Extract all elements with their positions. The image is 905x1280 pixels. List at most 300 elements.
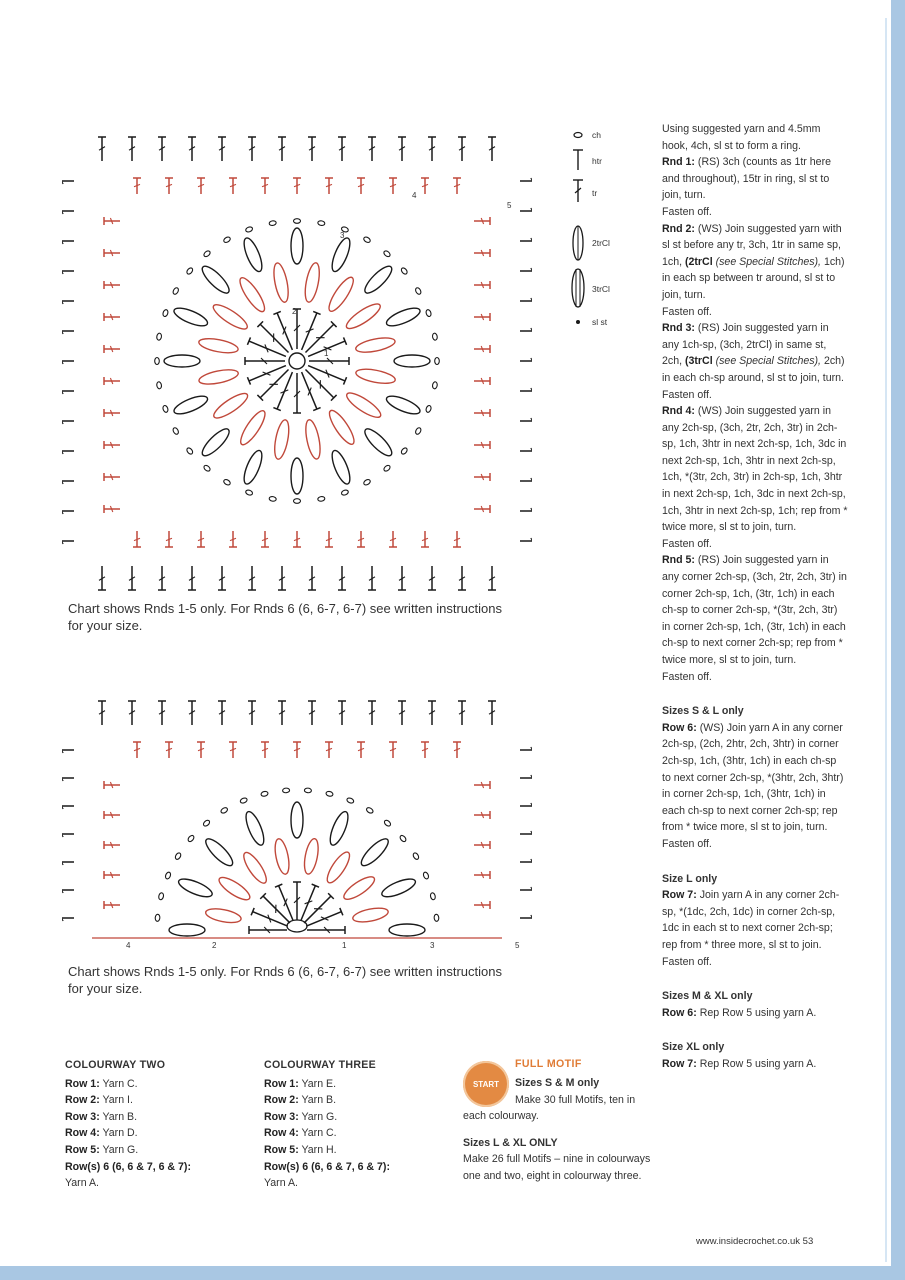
round-label: 3 (430, 941, 435, 950)
chain-ring (415, 287, 422, 295)
outer-petal (361, 425, 395, 459)
inner-post (104, 841, 120, 849)
rnd4-end: Fasten off. (662, 537, 712, 550)
inner-post (165, 742, 173, 758)
chain-ring (383, 819, 391, 827)
chain-ring (203, 250, 211, 258)
red-petal (236, 275, 268, 315)
round-label: 1 (342, 941, 347, 950)
outer-petal (291, 458, 303, 494)
outer-post (62, 914, 74, 922)
center-ring (287, 920, 307, 932)
chain-ring (162, 309, 169, 317)
inner-post (389, 178, 397, 194)
outer-post (62, 858, 74, 866)
outer-petal (169, 924, 205, 936)
inner-post (104, 377, 120, 385)
inner-post (325, 178, 333, 194)
cw3-row: Row 5: Yarn H. (264, 1143, 337, 1156)
inner-post (104, 811, 120, 819)
red-petal (216, 874, 253, 904)
center-spoke (305, 908, 343, 930)
inner-post (421, 742, 429, 758)
fm-sm-heading: Sizes S & M only (515, 1077, 600, 1089)
rnd4: Rnd 4: (WS) Join suggested yarn in any 2ch-sp, (3ch, 2tr, 2ch, 3tr) in 2ch-sp, 1ch, 3htr in next 2ch-sp, 1ch, 3dc in next 2ch-sp, 1ch, 3htr in next 2ch-sp, 1ch, *(3tr, 2ch, 3tr) in 2ch-sp, 1ch, 3htr in next 2ch-sp, 1ch, 3dc in next 2ch-sp, 1ch, 3htr in next 2ch-sp, 1ch; rep from * twice more, sl st to join, turn. (662, 405, 848, 534)
start-badge: START (463, 1061, 509, 1107)
inner-post (474, 345, 490, 353)
outer-petal (358, 835, 392, 869)
chain-ring (261, 791, 269, 797)
outer-post (308, 137, 316, 161)
chain-ring (412, 852, 420, 860)
inner-post (453, 742, 461, 758)
inner-post (474, 505, 490, 513)
center-spoke (307, 362, 347, 385)
inner-post (474, 281, 490, 289)
center-spoke (249, 926, 287, 934)
size-l-heading: Size L only (662, 872, 718, 885)
chain-ring (282, 788, 289, 793)
chain-ring (174, 852, 182, 860)
fm-lxl-heading: Sizes L & XL ONLY (463, 1136, 558, 1149)
outer-post (62, 237, 74, 245)
outer-post (428, 566, 436, 590)
inner-post (261, 178, 269, 194)
chain-ring (165, 871, 172, 879)
outer-petal (164, 355, 200, 367)
chain-ring (156, 381, 162, 389)
outer-post (62, 774, 74, 782)
size-xl-row: Row 7: Rep Row 5 using yarn A. (662, 1057, 817, 1070)
outer-post (218, 701, 226, 725)
red-petal (271, 262, 291, 304)
chain-ring (155, 914, 160, 921)
center-spoke (257, 321, 291, 355)
outer-post (520, 447, 532, 455)
chain-ring (432, 333, 438, 341)
center-ring (289, 353, 305, 369)
cw3-last-value: Yarn A. (264, 1177, 298, 1190)
full-motif-title: FULL MOTIF (515, 1058, 582, 1070)
outer-post (62, 327, 74, 335)
outer-post (338, 701, 346, 725)
htr-icon (573, 150, 583, 170)
chain-ring (363, 236, 371, 243)
inner-post (474, 249, 490, 257)
chain-ring (383, 250, 391, 258)
round-label: 1 (324, 349, 329, 358)
inner-post (133, 742, 141, 758)
chain-ring (156, 333, 162, 341)
rnd3-end: Fasten off. (662, 388, 712, 401)
chain-ring (346, 797, 354, 804)
inner-post (197, 178, 205, 194)
outer-post (520, 417, 532, 425)
outer-post (398, 137, 406, 161)
center-spoke (309, 357, 349, 365)
size-l-row: Row 7: Join yarn A in any corner 2ch-sp, *(1dc, 2ch, 1dc) in corner 2ch-sp, 1dc in each st to next corner 2ch-sp; rep from * three more, sl st to join. (662, 889, 840, 951)
size-l-end: Fasten off. (662, 955, 712, 968)
outer-post (188, 137, 196, 161)
outer-post (158, 701, 166, 725)
round-label: 2 (292, 307, 297, 316)
chain-ring (317, 220, 325, 226)
red-petal (303, 419, 323, 461)
chain-ring (223, 479, 231, 486)
chain-ring (172, 427, 179, 435)
outer-post (488, 566, 496, 590)
key-label-htr: htr (592, 156, 602, 166)
outer-petal (329, 236, 354, 274)
center-spoke (247, 362, 287, 385)
key-label-3trcl: 3trCl (592, 284, 610, 294)
inner-post (474, 409, 490, 417)
inner-post (165, 531, 173, 547)
chain-ring (269, 496, 277, 502)
chain-ring (341, 489, 349, 496)
inner-post (293, 531, 301, 547)
outer-post (62, 297, 74, 305)
red-petal (211, 390, 251, 422)
red-petal (198, 367, 240, 387)
stitch-key (566, 128, 636, 338)
outer-post (520, 914, 532, 922)
cw2-row: Row 1: Yarn C. (65, 1077, 138, 1090)
chain-ring (245, 489, 253, 496)
outer-post (520, 537, 532, 545)
inner-post (293, 742, 301, 758)
outer-post (458, 701, 466, 725)
outer-post (248, 137, 256, 161)
slst-icon (576, 320, 580, 324)
page-frame-inner (885, 18, 887, 1262)
center-spoke (257, 367, 291, 401)
chain-ring (317, 496, 325, 502)
chain-ring (399, 834, 407, 842)
center-spoke (297, 884, 319, 922)
inner-post (104, 217, 120, 225)
outer-post (520, 746, 532, 754)
outer-post (520, 237, 532, 245)
cw3-row: Row 3: Yarn G. (264, 1110, 338, 1123)
outer-petal (202, 835, 236, 869)
chain-ring (430, 892, 436, 900)
outer-post (398, 566, 406, 590)
outer-post (98, 701, 106, 725)
outer-post (62, 447, 74, 455)
rnd1: Rnd 1: (RS) 3ch (counts as 1tr here and throughout), 15tr in ring, sl st to join, turn. (662, 156, 831, 202)
center-spoke (275, 884, 297, 922)
half-chart-caption: Chart shows Rnds 1-5 only. For Rnds 6 (6, 6-7, 6-7) see written instructions for your size. (68, 964, 502, 996)
inner-post (197, 531, 205, 547)
outer-post (458, 137, 466, 161)
round-label: 4 (126, 941, 131, 950)
outer-post (520, 267, 532, 275)
center-spoke (247, 337, 287, 360)
inner-post (389, 531, 397, 547)
inner-post (474, 781, 490, 789)
inner-post (325, 742, 333, 758)
inner-post (261, 742, 269, 758)
inner-post (421, 178, 429, 194)
chain-ring (158, 892, 164, 900)
inner-post (474, 313, 490, 321)
inner-post (133, 178, 141, 194)
outer-post (158, 566, 166, 590)
chain-ring (400, 447, 408, 455)
inner-post (474, 377, 490, 385)
rnd5: Rnd 5: (RS) Join suggested yarn in any corner 2ch-sp, (3ch, 2tr, 2ch, 3tr) in corner 2ch-sp, 1ch, (3tr, 1ch) in each ch-sp to corner 2ch-sp, *(3tr, 2ch, 3tr) in corner 2ch-sp, 1ch, (3tr, 1ch) in each ch-sp to next corner 2ch-sp; rep from * twice more, sl st to join, turn. (662, 554, 847, 666)
cw2-row: Row 3: Yarn B. (65, 1110, 138, 1123)
outer-post (520, 177, 532, 185)
inner-post (474, 871, 490, 879)
outer-post (62, 177, 74, 185)
red-petal (344, 389, 384, 421)
cw2-row: Row 4: Yarn D. (65, 1127, 138, 1140)
rnd3: Rnd 3: (RS) Join suggested yarn in any 1ch-sp, (3ch, 2trCl) in same st, 2ch, (3trCl (see Special Stitches), 2ch) in each ch-sp around, sl st to join, turn. (662, 322, 845, 384)
outer-post (188, 566, 196, 590)
outer-petal (291, 228, 303, 264)
red-petal (343, 300, 383, 332)
rnd2: Rnd 2: (WS) Join suggested yarn with sl st before any tr, 3ch, 1tr in same sp, 1ch, (2trCl (see Special Stitches), 1ch) in each sp between tr around, sl st to join, turn. (662, 222, 845, 301)
red-petal (210, 301, 250, 333)
red-petal (326, 407, 358, 447)
inner-post (165, 178, 173, 194)
outer-post (62, 830, 74, 838)
outer-petal (199, 263, 233, 297)
chain-ring (294, 219, 301, 224)
outer-post (488, 137, 496, 161)
outer-post (128, 566, 136, 590)
center-spoke (307, 926, 345, 934)
center-spoke (293, 882, 301, 920)
colourway-three-heading: COLOURWAY THREE (264, 1059, 377, 1071)
inner-post (474, 901, 490, 909)
outer-post (308, 701, 316, 725)
outer-post (520, 858, 532, 866)
inner-post (104, 345, 120, 353)
round-label: 4 (412, 191, 417, 200)
inner-post (474, 217, 490, 225)
outer-post (128, 701, 136, 725)
outer-petal (242, 809, 267, 847)
chain-ring (240, 797, 248, 804)
key-label-slst: sl st (592, 317, 608, 327)
chain-ring (435, 358, 440, 365)
outer-petal (291, 802, 303, 838)
chain-ring (304, 788, 311, 793)
outer-post (278, 137, 286, 161)
inner-post (104, 871, 120, 879)
red-petal (302, 838, 321, 876)
inner-post (229, 742, 237, 758)
chain-ring (400, 267, 408, 275)
outer-petal (380, 875, 418, 900)
outer-petal (172, 305, 210, 330)
chain-ring (366, 807, 374, 815)
outer-post (218, 566, 226, 590)
outer-post (368, 701, 376, 725)
center-spoke (273, 311, 296, 351)
inner-post (104, 313, 120, 321)
chain-ring (186, 267, 194, 275)
outer-post (520, 387, 532, 395)
center-spoke (303, 321, 337, 355)
intro-text: Using suggested yarn and 4.5mm hook, 4ch, sl st to form a ring. (662, 123, 821, 152)
red-petal (355, 335, 397, 355)
inner-post (261, 531, 269, 547)
outer-post (488, 701, 496, 725)
chain-ring (172, 287, 179, 295)
round-label: 5 (507, 201, 512, 210)
outer-post (62, 267, 74, 275)
inner-post (474, 441, 490, 449)
chain-ring (162, 405, 169, 413)
sizes-sm-heading: Sizes S & L only (662, 705, 744, 718)
inner-post (357, 531, 365, 547)
outer-post (158, 137, 166, 161)
3trcl-icon (572, 269, 584, 307)
fm-lxl-text: Make 26 full Motifs – nine in colourways one and two, eight in colourway three. (463, 1153, 651, 1182)
chain-ring (155, 358, 160, 365)
chain-ring (220, 807, 228, 815)
inner-post (104, 473, 120, 481)
chain-ring (363, 479, 371, 486)
full-motif-block (463, 1075, 653, 1185)
inner-post (474, 841, 490, 849)
outer-post (62, 802, 74, 810)
outer-post (428, 137, 436, 161)
inner-post (293, 178, 301, 194)
page-frame-right (891, 0, 905, 1280)
outer-petal (384, 305, 422, 330)
center-spoke (303, 367, 337, 401)
center-spoke (293, 373, 301, 413)
outer-post (520, 802, 532, 810)
chain-ring (425, 309, 432, 317)
red-petal (303, 262, 322, 304)
center-spoke (273, 371, 296, 411)
chain-ring (432, 381, 438, 389)
inner-post (453, 178, 461, 194)
outer-post (520, 297, 532, 305)
red-petal (325, 274, 357, 314)
outer-post (218, 137, 226, 161)
outer-post (278, 701, 286, 725)
cw3-row: Row 2: Yarn B. (264, 1094, 337, 1107)
round-label: 3 (340, 231, 345, 240)
outer-petal (384, 393, 422, 418)
round-label: 5 (515, 941, 520, 950)
outer-post (520, 357, 532, 365)
outer-petal (199, 425, 233, 459)
inner-post (474, 473, 490, 481)
sizes-sm-end: Fasten off. (662, 837, 712, 850)
outer-petal (241, 236, 266, 274)
red-petal (205, 906, 243, 925)
chain-ring (415, 427, 422, 435)
outer-post (520, 830, 532, 838)
outer-post (62, 417, 74, 425)
outer-post (98, 137, 106, 161)
half-motif-chart (62, 690, 532, 955)
outer-petal (241, 448, 266, 486)
red-petal (341, 873, 378, 903)
outer-petal (327, 809, 352, 847)
key-label-tr: tr (592, 188, 598, 198)
outer-petal (394, 355, 430, 367)
outer-post (62, 537, 74, 545)
colourway-two-heading: COLOURWAY TWO (65, 1059, 166, 1071)
outer-post (62, 886, 74, 894)
outer-post (248, 701, 256, 725)
inner-post (421, 531, 429, 547)
inner-post (474, 811, 490, 819)
full-chart-caption: Chart shows Rnds 1-5 only. For Rnds 6 (6, 6-7, 6-7) see written instructions for your size. (68, 601, 502, 633)
fm-sm-text: Make 30 full Motifs, ten in each colourway. (463, 1093, 636, 1123)
red-petal (240, 850, 270, 887)
chain-ring (425, 405, 432, 413)
outer-post (98, 566, 106, 590)
inner-post (389, 742, 397, 758)
chain-ring (422, 871, 429, 879)
2trcl-icon (573, 226, 583, 260)
chain-ring (223, 236, 231, 243)
chain-ring (203, 464, 211, 472)
center-spoke (298, 311, 321, 351)
inner-post (229, 178, 237, 194)
inner-post (357, 742, 365, 758)
outer-post (308, 566, 316, 590)
outer-post (520, 774, 532, 782)
cw3-last-label: Row(s) 6 (6, 6 & 7, 6 & 7): (264, 1160, 390, 1173)
cw2-last-value: Yarn A. (65, 1177, 99, 1190)
outer-petal (172, 393, 210, 418)
footer-site: www.insidecrochet.co.uk (696, 1236, 801, 1247)
outer-post (62, 387, 74, 395)
outer-post (62, 507, 74, 515)
chain-ring (245, 226, 253, 233)
red-petal (272, 419, 291, 461)
cw2-row: Row 5: Yarn G. (65, 1143, 139, 1156)
chain-ring (202, 819, 210, 827)
chain-ring (434, 914, 439, 921)
inner-post (325, 531, 333, 547)
chain-ring (187, 834, 195, 842)
outer-post (188, 701, 196, 725)
sizes-mxl-heading: Sizes M & XL only (662, 990, 753, 1003)
inner-post (104, 441, 120, 449)
cw3-row: Row 1: Yarn E. (264, 1077, 337, 1090)
red-petal (355, 367, 397, 386)
chain-ring (186, 447, 194, 455)
outer-post (128, 137, 136, 161)
rnd1-end: Fasten off. (662, 205, 712, 218)
sizes-sm-row: Row 6: (WS) Join yarn A in any corner 2ch-sp, (2ch, 2htr, 2ch, 3htr) in corner 2ch-sp, 1ch, (3htr, 1ch) in each ch-sp to next corner 2ch-sp, *(3htr, 2ch, 3htr) in corner 2ch-sp, 1ch, (3htr, 1ch) in each ch-sp to next corner 2ch-sp; rep from * twice more, sl st to join, turn. (662, 721, 844, 834)
sizes-mxl-row: Row 6: Rep Row 5 using yarn A. (662, 1006, 817, 1019)
center-spoke (245, 357, 285, 365)
outer-petal (176, 875, 214, 900)
ch-icon (574, 133, 582, 138)
outer-post (62, 207, 74, 215)
outer-post (458, 566, 466, 590)
center-spoke (298, 371, 321, 411)
chain-ring (383, 464, 391, 472)
colourway-three (264, 1057, 454, 1192)
outer-post (368, 566, 376, 590)
inner-post (104, 281, 120, 289)
outer-post (520, 327, 532, 335)
